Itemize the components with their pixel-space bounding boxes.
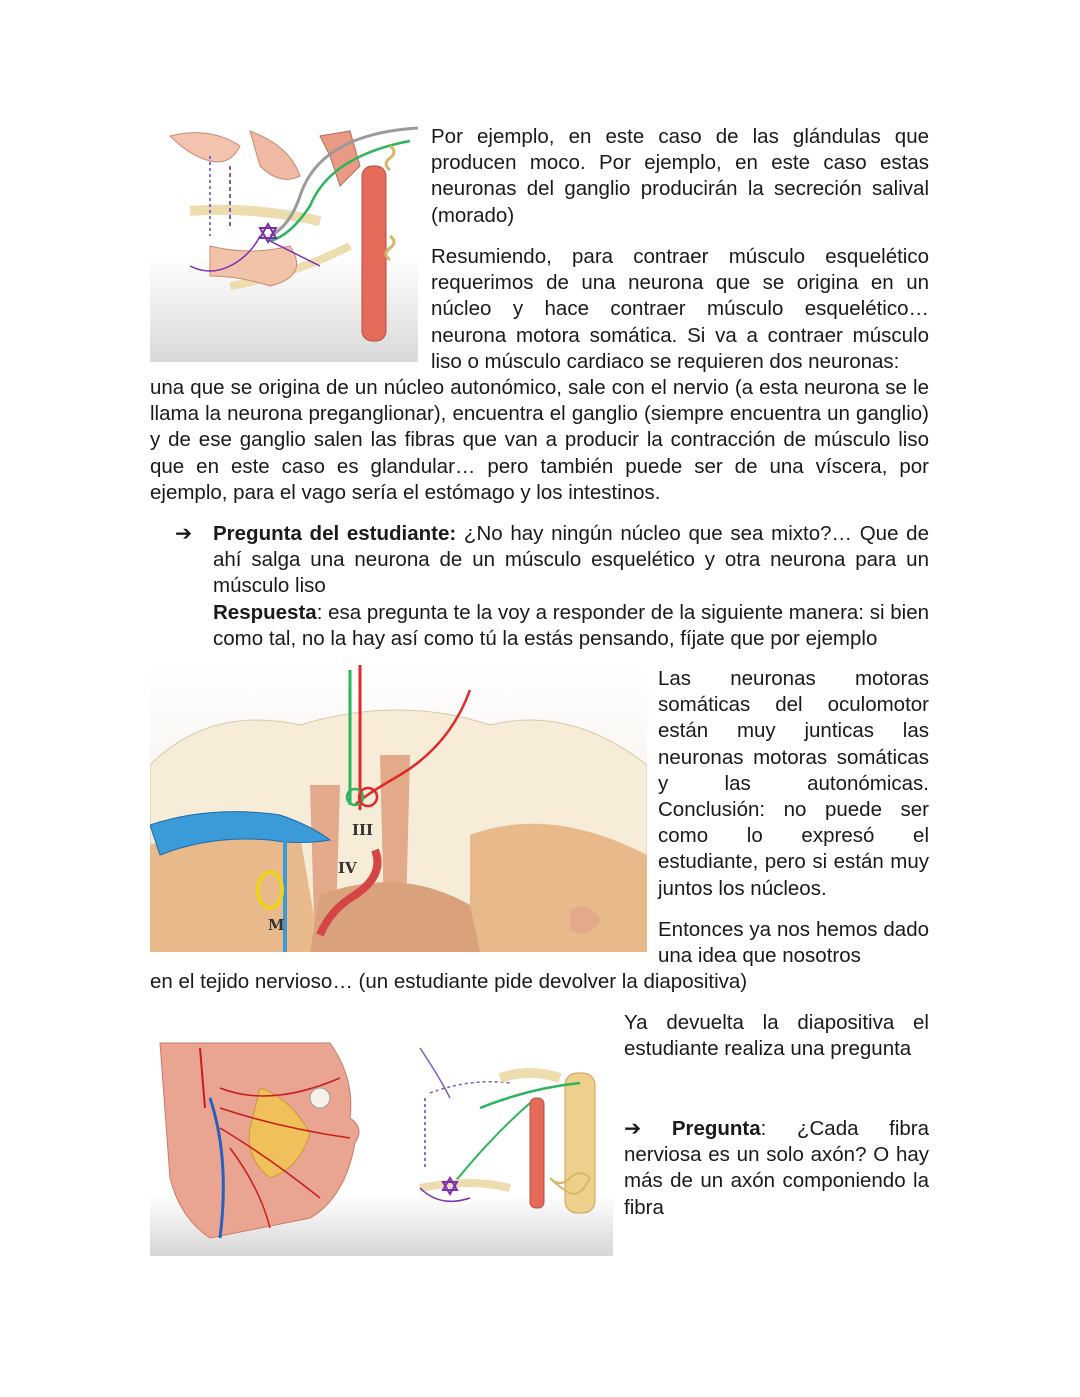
fiber-question bbox=[624, 1116, 929, 1221]
brainstem-figure bbox=[150, 665, 647, 952]
facial-nerves-figure bbox=[150, 1038, 613, 1256]
label-m: M bbox=[268, 916, 285, 934]
intro-text: Por ejemplo, en este caso de las glándulas que producen moco. Por ejemplo, en este caso estas neuronas del ganglio producirán la secreción salival (morado) bbox=[431, 125, 929, 227]
ganglion-diagram-figure bbox=[150, 126, 418, 362]
label-iv: IV bbox=[338, 859, 357, 877]
answer bbox=[213, 600, 929, 652]
arrow-icon: ➔ bbox=[175, 522, 193, 545]
slide-returned-text: Ya devuelta la diapositiva el estudiante realiza una pregunta bbox=[624, 1011, 929, 1061]
summary-paragraph-side bbox=[431, 244, 929, 375]
slide-returned-paragraph bbox=[624, 1010, 929, 1062]
summary-full-text: una que se origina de un núcleo autonómico, sale con el nervio (a esta neurona se le llama la neurona preganglionar), encuentra el ganglio (siempre encuentra un ganglio) y de ese ganglio salen las fibras que van a producir la contracción de músculo liso que en este caso es glandular… pero también puede ser de una víscera, por ejemplo, para el vago sería el estómago y los intestinos. bbox=[150, 376, 929, 504]
idea-paragraph-side bbox=[658, 917, 929, 969]
idea-paragraph-full bbox=[150, 969, 929, 995]
summary-side-text: Resumiendo, para contraer músculo esquelético requerimos de una neurona que se origina en un núcleo y hace contraer músculo esquelético… neurona motora somática. Si va a contraer músculo liso o músculo cardiaco se requieren dos neuronas: bbox=[431, 245, 929, 373]
idea-full-text: en el tejido nervioso… (un estudiante pide devolver la diapositiva) bbox=[150, 970, 748, 993]
idea-side-text: Entonces ya nos hemos dado una idea que nosotros bbox=[658, 918, 929, 968]
summary-paragraph-full bbox=[150, 375, 929, 506]
student-question-block bbox=[175, 521, 929, 652]
answer-label: Respuesta bbox=[213, 600, 317, 624]
question-label: Pregunta del estudiante: bbox=[213, 522, 457, 545]
oculomotor-paragraph bbox=[658, 666, 929, 902]
fiber-question-block bbox=[624, 1116, 929, 1221]
intro-paragraph bbox=[431, 124, 929, 229]
student-question bbox=[213, 521, 929, 600]
fiber-question-label: Pregunta bbox=[671, 1117, 761, 1140]
question-text: ¿No hay ningún núcleo que sea mixto?… Que de ahí salga una neurona de un músculo esquelético y otra neurona para un músculo liso bbox=[213, 522, 929, 598]
answer-text: : esa pregunta te la voy a responder de la siguiente manera: si bien como tal, no la hay así como tú la estás pensando, fíjate que por ejemplo bbox=[213, 600, 929, 650]
fiber-question-text: : ¿Cada fibra nerviosa es un solo axón? O hay más de un axón componiendo la fibra bbox=[624, 1117, 930, 1219]
label-iii: III bbox=[352, 821, 374, 839]
arrow-icon: ➔ bbox=[624, 1117, 642, 1140]
oculomotor-text: Las neuronas motoras somáticas del oculomotor están muy junticas las neuronas motoras somáticas y las autonómicas. Conclusión: no puede ser como lo expresó el estudiante, pero si están muy juntos los núcleos. bbox=[658, 667, 929, 900]
